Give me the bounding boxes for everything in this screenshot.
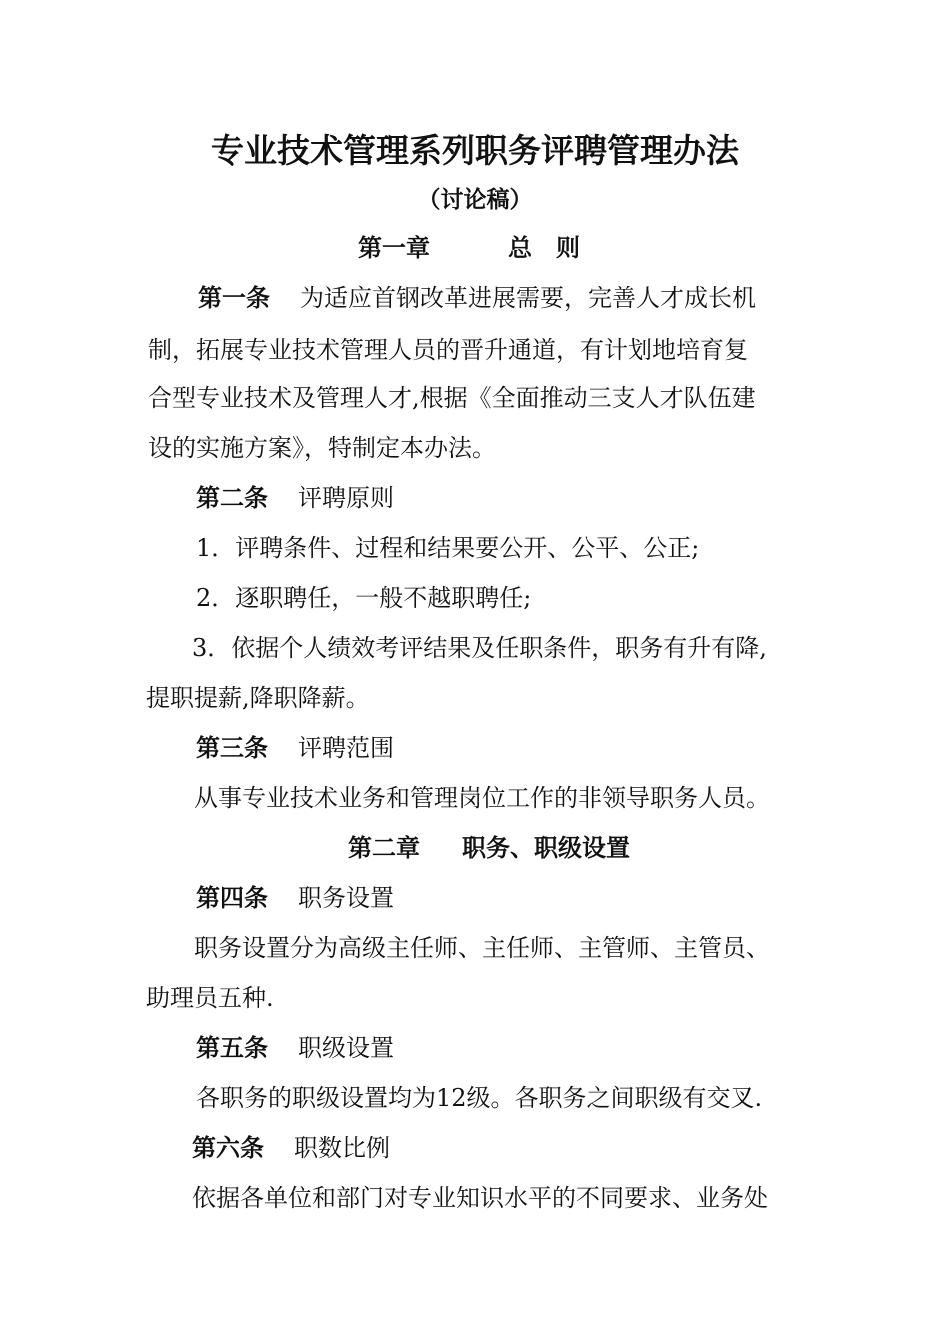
article-2-item-2: 2．逐职聘任，一般不越职聘任;	[196, 584, 532, 612]
article-2-heading: 第二条 评聘原则	[196, 483, 394, 512]
article-2-item-1: 1．评聘条件、过程和结果要公开、公平、公正;	[196, 534, 700, 562]
article-2-item-3-line-2: 提职提薪,降职降薪。	[146, 684, 370, 712]
document-subtitle: （讨论稿）	[417, 186, 533, 213]
article-2-label: 第二条	[196, 483, 268, 512]
chapter-2-title: 职务、职级设置	[462, 833, 630, 862]
article-6-label: 第六条	[192, 1133, 264, 1162]
chapter-1-heading	[358, 234, 580, 262]
chapter-2-number: 第二章	[348, 833, 420, 862]
chapter-1-title: 总 则	[508, 233, 580, 262]
article-5-text: 各职务的职级设置均为12级。各职务之间职级有交叉.	[196, 1084, 763, 1112]
article-6-heading: 第六条 职数比例	[192, 1133, 390, 1162]
article-6-text: 依据各单位和部门对专业知识水平的不同要求、业务处	[192, 1184, 768, 1212]
article-5-label: 第五条	[196, 1033, 268, 1062]
article-5-heading: 第五条 职级设置	[196, 1033, 394, 1062]
article-4-label: 第四条	[196, 883, 268, 912]
article-4-line-2: 助理员五种.	[146, 984, 274, 1012]
article-1-line-2: 制，拓展专业技术管理人员的晋升通道，有计划地培育复	[148, 336, 748, 364]
article-3-label: 第三条	[196, 733, 268, 762]
article-1-label: 第一条	[198, 283, 270, 312]
article-1-line-1: 第一条 为适应首钢改革进展需要，完善人才成长机	[198, 283, 756, 312]
article-2-item-3-line-1: 3．依据个人绩效考评结果及任职条件，职务有升有降,	[192, 634, 767, 662]
article-4-line-1: 职务设置分为高级主任师、主任师、主管师、主管员、	[194, 934, 770, 962]
chapter-2-heading	[348, 834, 630, 862]
chapter-1-number: 第一章	[358, 233, 430, 262]
article-4-heading: 第四条 职务设置	[196, 883, 394, 912]
document-title: 专业技术管理系列职务评聘管理办法	[211, 131, 739, 170]
article-3-heading: 第三条 评聘范围	[196, 733, 394, 762]
article-1-line-3: 合型专业技术及管理人才,根据《全面推动三支人才队伍建	[148, 384, 756, 412]
article-1-line-4: 设的实施方案》，特制定本办法。	[148, 434, 496, 462]
article-3-text: 从事专业技术业务和管理岗位工作的非领导职务人员。	[194, 784, 770, 812]
